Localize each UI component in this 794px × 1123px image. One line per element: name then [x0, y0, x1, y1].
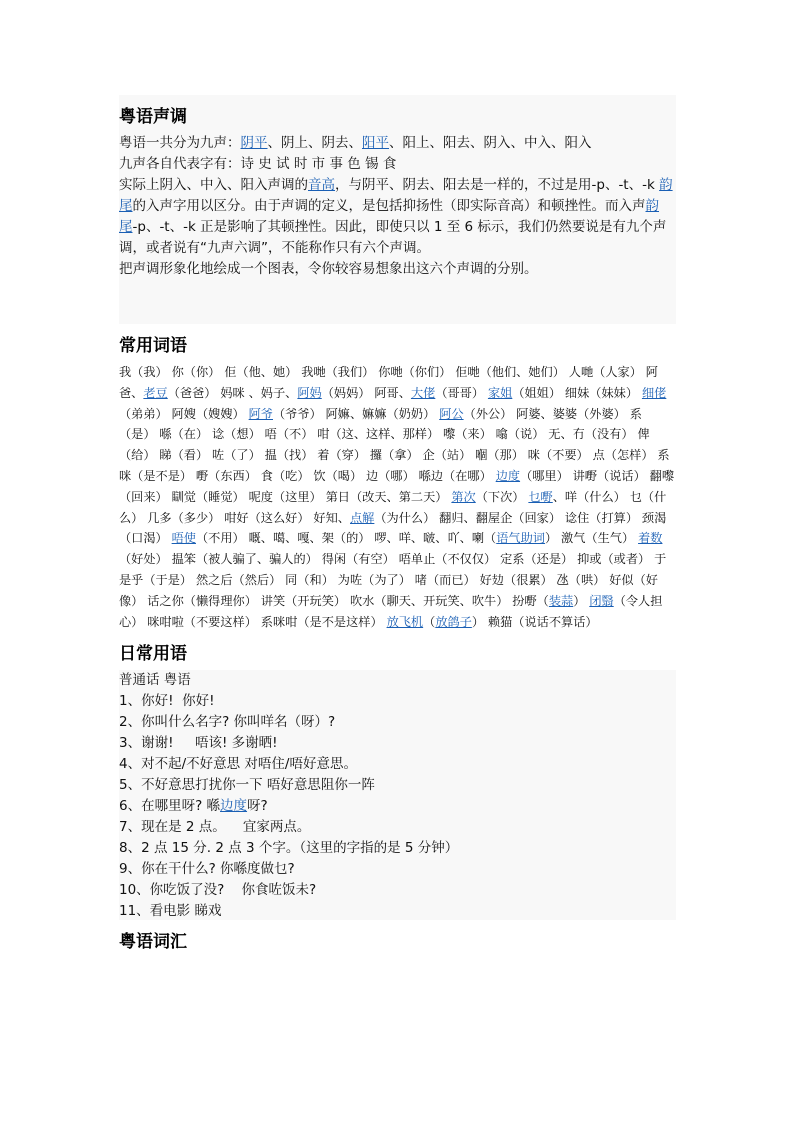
link[interactable]: 点解	[350, 510, 375, 525]
paragraph	[119, 362, 676, 632]
text: 8、2 点 15 分. 2 点 3 个字。（这里的字指的是 5 分钟）	[119, 840, 459, 857]
link[interactable]: 细佬	[641, 385, 667, 400]
text: ） 赖猫（说话不算话）	[471, 614, 598, 629]
text: （爷爷） 阿嫲、嫲嫲（奶奶）	[273, 406, 440, 421]
section-tones	[119, 95, 676, 324]
phrase-line	[119, 712, 676, 733]
text: （好处） 揾笨（被人骗了、骗人的） 得闲（有空） 唔单止（不仅仅） 定系（还是） 抑或（或者） 于是乎（于是） 然之后（然后） 同（和） 为咗（为了） 啫（而已） 好攰（很累） 氹（哄） 好似（好像） 话之你（懒得理你） 讲笑（开玩笑） 吹水（聊天、开玩笑、吹牛） 扮嘢（	[119, 552, 667, 608]
common-words-body	[119, 362, 676, 632]
text: （哪里） 讲嘢（说话） 翻嚟（回来） 瞓觉（睡觉） 呢度（这里） 第日（改天、第二天）	[119, 468, 675, 504]
tones-body	[119, 133, 676, 280]
link[interactable]: 着数	[638, 531, 663, 546]
daily-phrases-body	[119, 670, 676, 922]
link[interactable]: 阿公	[439, 406, 464, 421]
text: 我（我） 你（你） 佢（他、她） 我哋（我们） 你哋（你们） 佢哋（他们、她们） 人哋（人家） 阿爸、	[119, 365, 658, 400]
text: 1、你好! 你好!	[119, 693, 215, 710]
phrase-line	[119, 691, 676, 712]
text: （外公） 阿婆、婆婆（外婆） 系（是） 喺（在） 谂（想） 唔（不） 咁（这、这样、那样） 嚟（来） 噏（说） 无、冇（没有） 俾（给） 睇（看） 咗（了） 揾（找） 着（穿） 攞（拿） 企（站） 嗰（那） 咪（不要） 点（怎样） 系咪（是不是） 嘢（东西） 食（吃） 饮（喝） 边（哪） 喺边（在哪）	[119, 406, 670, 483]
section-title-tones: 粤语声调	[119, 107, 187, 127]
text: 普通话 粤语	[119, 672, 191, 689]
text: 九声各自代表字有：诗 史 试 时 市 事 色 锡 食	[119, 156, 397, 172]
phrase-line	[119, 775, 676, 796]
text: ）	[573, 593, 590, 608]
text: 5、不好意思打扰你一下 唔好意思阻你一阵	[119, 777, 375, 794]
link[interactable]: 第次	[451, 489, 476, 504]
link[interactable]: 边度	[495, 468, 521, 483]
text: （哥哥）	[435, 385, 488, 400]
link[interactable]: 闭翳	[589, 593, 614, 608]
text: 9、你在干什么? 你喺度做乜?	[119, 861, 295, 878]
text: 7、现在是 2 点。 宜家两点。	[119, 819, 311, 836]
link[interactable]: 唔使	[171, 531, 196, 546]
link[interactable]: 放鸽子	[435, 614, 472, 629]
text: ） 激气（生气）	[545, 531, 639, 546]
text: （	[423, 614, 436, 629]
phrase-line	[119, 796, 676, 817]
text: 3、谢谢! 唔该! 多谢晒!	[119, 735, 278, 752]
text: 、阳上、阳去、阴入、中入、阳入	[389, 135, 592, 151]
text: 实际上阴入、中入、阳入声调的	[119, 177, 308, 193]
link[interactable]: 阿爷	[248, 406, 273, 421]
section-title-common-words: 常用词语	[119, 336, 187, 356]
text: 把声调形象化地绘成一个图表，令你较容易想象出这六个声调的分别。	[119, 261, 538, 277]
text: 、阴上、阴去、	[267, 135, 362, 151]
text: 11、看电影 睇戏	[119, 903, 222, 920]
section-common-words	[119, 324, 676, 632]
text: 、咩（什么） 乜（什么） 几多（多少） 咁好（这么好） 好知、	[119, 489, 667, 525]
text: ，与阴平、阴去、阳去是一样的，不过是用-p、-t、-k	[335, 177, 660, 193]
phrase-line	[119, 733, 676, 754]
text: 粤语一共分为九声：	[119, 135, 241, 151]
text: （不用） 嘅、噶、嘎、架（的） 啰、咩、啵、吖、喇（	[196, 531, 497, 546]
section-title-daily-phrases: 日常用语	[119, 644, 187, 665]
text: （弟弟） 阿嫂（嫂嫂）	[119, 406, 249, 421]
link[interactable]: 家姐	[487, 385, 513, 400]
link[interactable]: 韵尾	[119, 198, 659, 235]
section-daily-phrases	[119, 670, 676, 920]
paragraph	[119, 133, 676, 154]
text: 的入声字用以区分。由于声调的定义，是包括抑扬性（即实际音高）和顿挫性。而入声	[132, 198, 646, 214]
link[interactable]: 韵尾	[119, 177, 673, 214]
text: （爸爸） 妈咪 、妈子、	[167, 385, 298, 400]
phrase-line	[119, 901, 676, 922]
phrase-line	[119, 838, 676, 859]
text: （下次）	[475, 489, 529, 504]
text: 呀?	[247, 798, 268, 815]
link[interactable]: 老豆	[143, 385, 168, 400]
text: （妈妈） 阿哥、	[321, 385, 411, 400]
text: 4、对不起/不好意思 对唔住/唔好意思。	[119, 756, 357, 773]
link[interactable]: 装蒜	[548, 593, 574, 608]
link[interactable]: 边度	[220, 798, 248, 815]
document-page	[119, 95, 676, 958]
link[interactable]: 乜嘢	[528, 489, 553, 504]
phrase-line	[119, 670, 676, 691]
link[interactable]: 阳平	[362, 135, 389, 151]
link[interactable]: 音高	[308, 177, 335, 193]
text: 2、你叫什么名字? 你叫咩名（呀）?	[119, 714, 336, 731]
paragraph	[119, 259, 676, 280]
phrase-line	[119, 859, 676, 880]
link[interactable]: 大佬	[410, 385, 436, 400]
text: （姐姐） 细妹（妹妹）	[512, 385, 642, 400]
text: -p、-t、-k 正是影响了其顿挫性。因此，即使只以 1 至 6 标示，我们仍然要说是有九个声调，或者说有“九声六调”，不能称作只有六个声调。	[119, 219, 667, 256]
link[interactable]: 阴平	[240, 135, 268, 151]
text: 10、你吃饭了没? 你食咗饭未?	[119, 882, 317, 899]
link[interactable]: 阿妈	[297, 385, 322, 400]
phrase-line	[119, 817, 676, 838]
paragraph	[119, 175, 676, 259]
link[interactable]: 放飞机	[386, 614, 424, 629]
text: （令人担心） 咪咁啦（不要这样） 系咪咁（是不是这样）	[119, 593, 663, 629]
phrase-line	[119, 754, 676, 775]
section-title-vocabulary: 粤语词汇	[119, 932, 187, 953]
paragraph	[119, 154, 676, 175]
text: （为什么） 翻归、翻屋企（回家） 谂住（打算） 颈渴（口渴）	[119, 510, 667, 546]
phrase-line	[119, 880, 676, 901]
link[interactable]: 语气助词	[496, 531, 545, 546]
text: 6、在哪里呀? 喺	[119, 798, 221, 815]
